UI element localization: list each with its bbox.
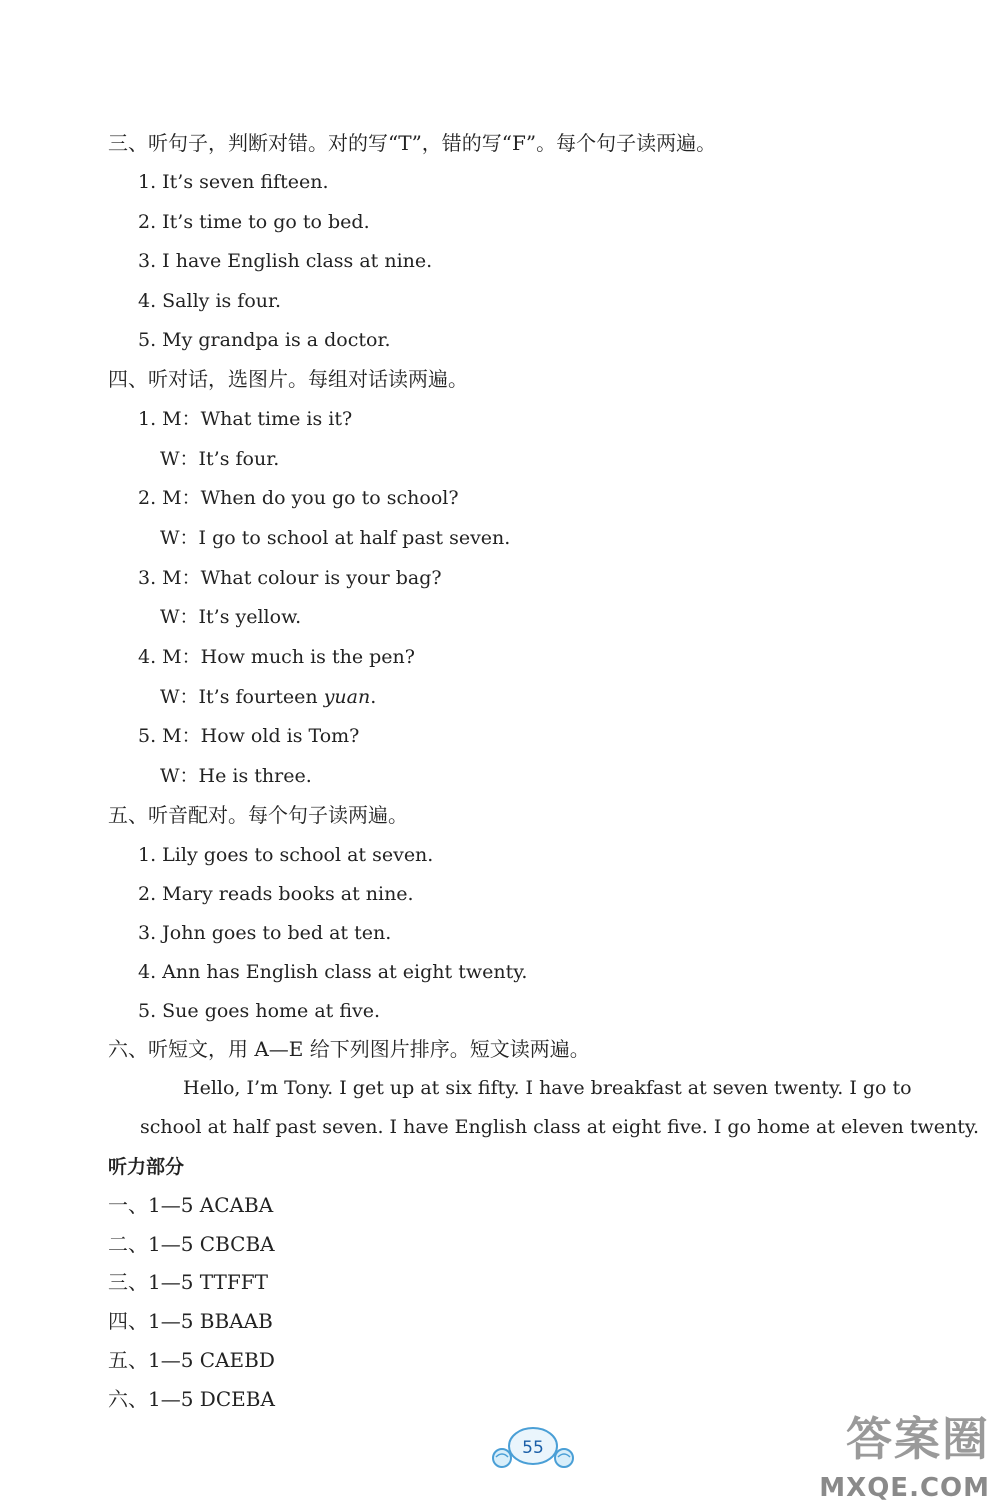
s5-item-5: 5. Sue goes home at five. bbox=[138, 1000, 381, 1022]
s4-dialog-4-w-yuan: yuan bbox=[323, 686, 371, 708]
s4-dialog-5-w: W：He is three. bbox=[160, 765, 312, 787]
s4-dialog-4-w-end: . bbox=[370, 686, 377, 708]
s4-dialog-3-w: W：It’s yellow. bbox=[160, 606, 302, 628]
s4-dialog-5-m: 5. M：How old is Tom? bbox=[138, 725, 360, 747]
s4-dialog-2-w: W：I go to school at half past seven. bbox=[160, 527, 511, 549]
section-4-heading: 四、听对话，选图片。每组对话读两遍。 bbox=[108, 367, 468, 391]
s5-item-3: 3. John goes to bed at ten. bbox=[138, 922, 392, 944]
s4-dialog-1-m: 1. M：What time is it? bbox=[138, 408, 353, 430]
s3-item-2: 2. It’s time to go to bed. bbox=[138, 211, 370, 233]
watermark-logo bbox=[800, 1403, 990, 1503]
answers-title: 听力部分 bbox=[108, 1156, 185, 1178]
answer-1: 一、1—5 ACABA bbox=[108, 1193, 274, 1217]
s6-paragraph-line-2: school at half past seven. I have English class at eight five. I go home at eleven twenty. bbox=[140, 1116, 980, 1138]
s4-dialog-2-m: 2. M：When do you go to school? bbox=[138, 487, 459, 509]
section-5-heading: 五、听音配对。每个句子读两遍。 bbox=[108, 803, 408, 827]
s4-dialog-4-m: 4. M：How much is the pen? bbox=[138, 646, 415, 668]
s5-item-1: 1. Lily goes to school at seven. bbox=[138, 844, 434, 866]
page-number: 55 bbox=[522, 1438, 544, 1458]
s5-item-4: 4. Ann has English class at eight twenty. bbox=[138, 961, 528, 983]
s4-dialog-4-w-text: W：It’s fourteen bbox=[160, 686, 324, 708]
section-6-heading: 六、听短文，用 A—E 给下列图片排序。短文读两遍。 bbox=[108, 1037, 590, 1061]
s5-item-2: 2. Mary reads books at nine. bbox=[138, 883, 414, 905]
watermark-bottom-text: MXQE.COM bbox=[819, 1473, 990, 1503]
s3-item-4: 4. Sally is four. bbox=[138, 290, 282, 312]
answer-4: 四、1—5 BBAAB bbox=[108, 1309, 273, 1333]
s4-dialog-3-m: 3. M：What colour is your bag? bbox=[138, 567, 442, 589]
watermark-top-text: 答案圈 bbox=[846, 1412, 990, 1466]
answer-6: 六、1—5 DCEBA bbox=[108, 1387, 275, 1411]
page-number-badge bbox=[508, 1428, 558, 1468]
s3-item-1: 1. It’s seven fifteen. bbox=[138, 171, 329, 193]
answer-5: 五、1—5 CAEBD bbox=[108, 1348, 275, 1372]
answer-2: 二、1—5 CBCBA bbox=[108, 1232, 275, 1256]
s6-paragraph-line-1: Hello, I’m Tony. I get up at six fifty. I have breakfast at seven twenty. I go to bbox=[183, 1077, 912, 1099]
s3-item-3: 3. I have English class at nine. bbox=[138, 250, 433, 272]
s4-dialog-1-w: W：It’s four. bbox=[160, 448, 280, 470]
s4-dialog-4-w bbox=[160, 685, 376, 709]
answer-3: 三、1—5 TTFFT bbox=[108, 1270, 268, 1294]
s3-item-5: 5. My grandpa is a doctor. bbox=[138, 329, 391, 351]
section-3-heading: 三、听句子，判断对错。对的写“T”，错的写“F”。每个句子读两遍。 bbox=[108, 131, 717, 155]
